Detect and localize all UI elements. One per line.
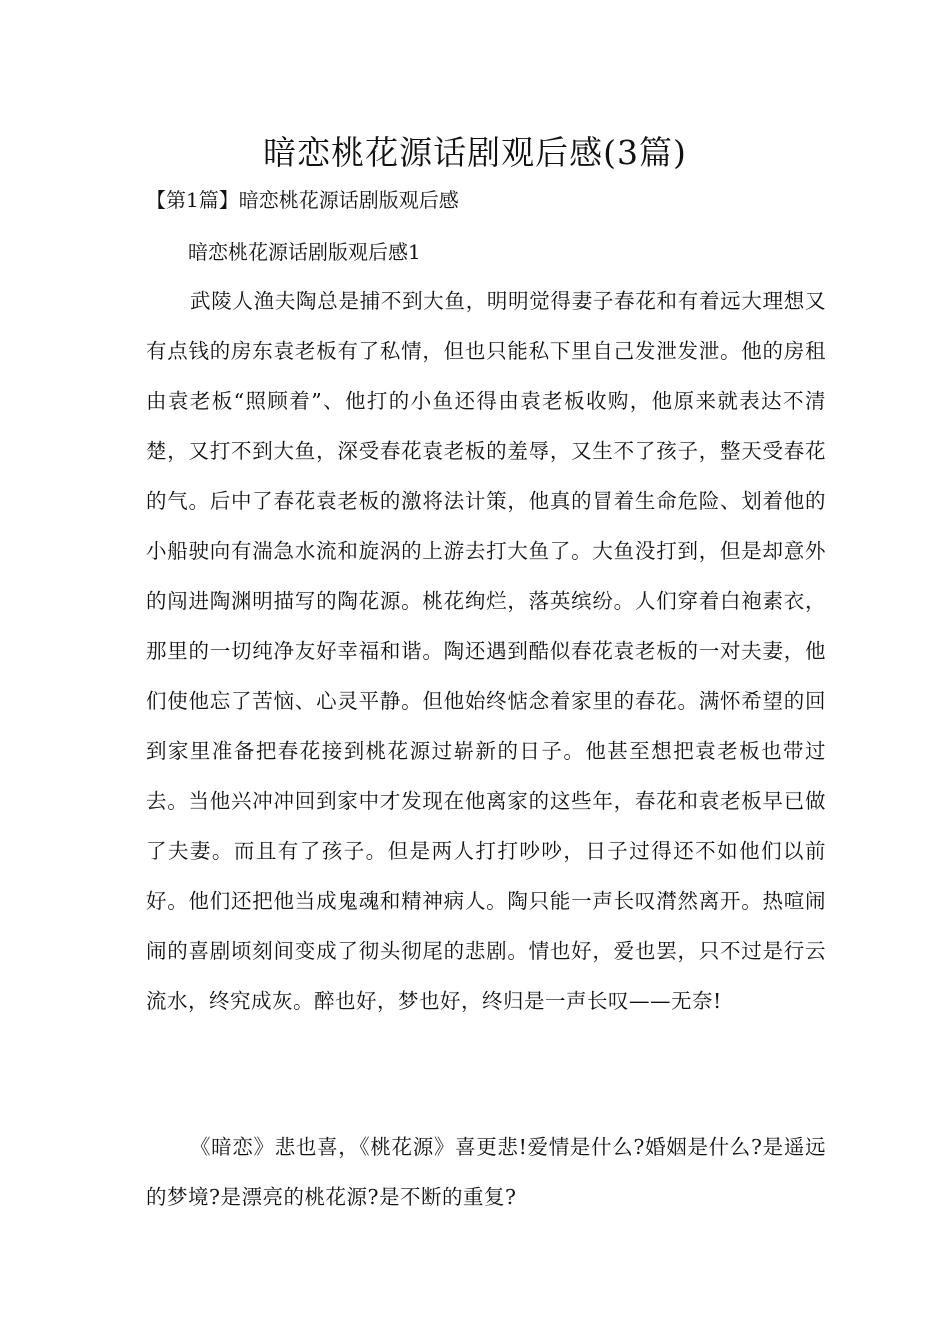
body-paragraph: 武陵人渔夫陶总是捕不到大鱼，明明觉得妻子春花和有着远大理想又有点钱的房东袁老板有了私情，但也只能私下里自己发泄发泄。他的房租由袁老板“照顾着”、他打的小鱼还得由袁老板收购，他原来就表达不清楚，又打不到大鱼，深受春花袁老板的羞辱，又生不了孩子，整天受春花的气。后中了春花袁老板的激将法计策，他真的冒着生命危险、划着他的小船驶向有湍急水流和旋涡的上游去打大鱼了。大鱼没打到，但是却意外的闯进陶渊明描写的陶花源。桃花绚烂，落英缤纷。人们穿着白袍素衣，那里的一切纯净友好幸福和谐。陶还遇到酷似春花袁老板的一对夫妻，他们使他忘了苦恼、心灵平静。但他始终惦念着家里的春花。满怀希望的回到家里准备把春花接到桃花源过崭新的日子。他甚至想把袁老板也带过去。当他兴冲冲回到家中才发现在他离家的这些年，春花和袁老板早已做了夫妻。而且有了孩子。但是两人打打吵吵，日子过得还不如他们以前好。他们还把他当成鬼魂和精神病人。陶只能一声长叹潸然离开。热喧闹闹的喜剧顷刻间变成了彻头彻尾的悲剧。情也好，爱也罢，只不过是行云流水，终究成灰。醉也好，梦也好，终归是一声长叹——无奈!	[146, 289, 826, 1013]
article-subtitle: 暗恋桃花源话剧版观后感1	[188, 240, 421, 264]
document-title: 暗恋桃花源话剧观后感(3篇)	[263, 133, 687, 172]
section-heading: 【第1篇】暗恋桃花源话剧版观后感	[146, 188, 459, 212]
body-paragraph: 《暗恋》悲也喜，《桃花源》喜更悲!爱情是什么?婚姻是什么?是遥远的梦境?是漂亮的桃花源?是不断的重复?	[146, 1135, 826, 1209]
